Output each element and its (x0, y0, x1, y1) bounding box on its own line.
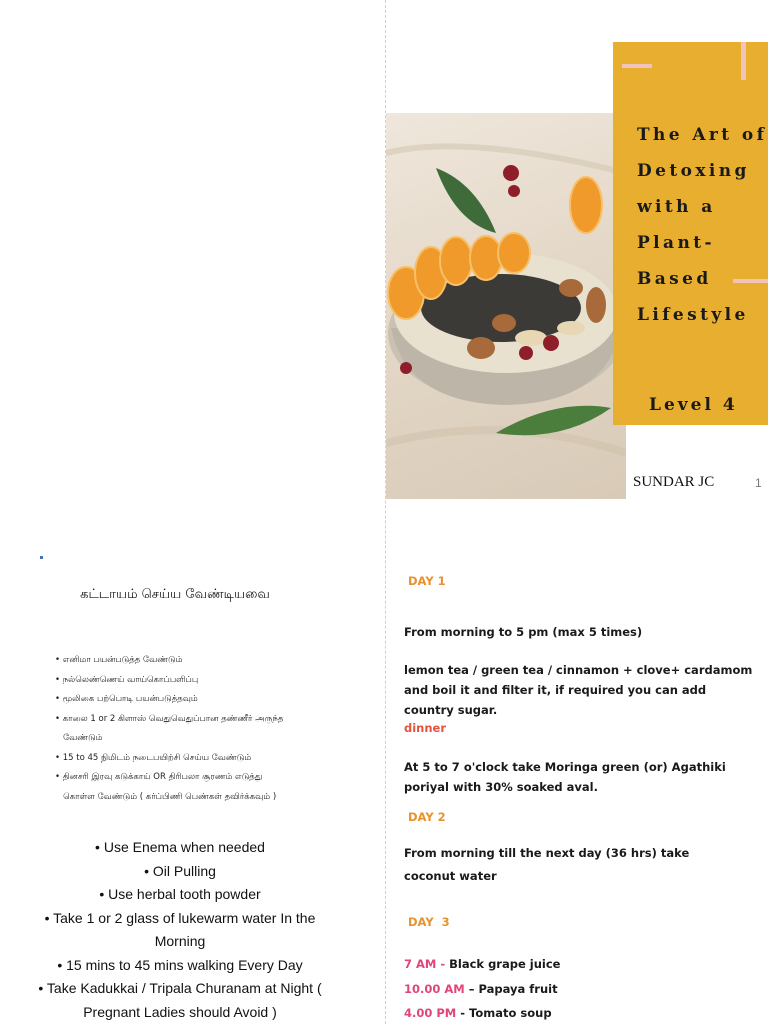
tamil-list-item: கொள்ள வேண்டும் ( கர்ப்பிணி பெண்கள் தவிர்க்கவும் ) (55, 791, 277, 802)
cover-title-line: Lifestyle (637, 305, 749, 325)
cover-title-line: with a (637, 197, 716, 217)
cover-title-line: Detoxing (637, 161, 750, 181)
schedule-time: 7 AM (404, 957, 437, 971)
english-list-item: • Take 1 or 2 glass of lukewarm water In the Morning (44, 909, 316, 949)
tamil-list-item: • மூலிகை பற்பொடி பயன்படுத்தவும் (55, 694, 198, 704)
day1-label: DAY 1 (408, 574, 446, 588)
cover-photo (386, 113, 626, 499)
dinner-label: dinner (404, 721, 447, 735)
page-mark (40, 556, 43, 559)
cover-title (637, 117, 768, 333)
day1-line1: From morning to 5 pm (max 5 times) (404, 625, 643, 639)
author-name: SUNDAR JC (633, 474, 715, 490)
schedule-food: Black grape juice (449, 957, 561, 971)
tamil-list-item: • எனிமா பயன்படுத்த வேண்டும் (55, 655, 183, 665)
accent-bar (741, 42, 746, 80)
day3-schedule (404, 952, 754, 1026)
tamil-heading: கட்டாயம் செய்ய வேண்டியவை (80, 587, 270, 602)
cover-title-line: The Art of (637, 125, 768, 145)
tamil-list-item: • 15 to 45 நிமிடம் நடைபயிற்சி செய்ய வேண்டும் (55, 752, 252, 763)
schedule-separator: - (456, 1006, 470, 1020)
tamil-list-item: • காலை 1 or 2 கிளாஸ் வெதுவெதுப்பான தண்ணீர் அருந்த (55, 713, 284, 724)
page-number: 1 (755, 476, 762, 490)
tamil-list-item: • நல்லெண்ணெய் வாய்கொப்பளிப்பு (55, 674, 199, 685)
schedule-time: 10.00 AM (404, 981, 465, 996)
english-list-item: • Use Enema when needed (95, 839, 265, 855)
tamil-list-item: • தினசரி இரவு கடுக்காய் OR திரிபலா சூரணம் எடுத்து (55, 772, 263, 782)
schedule-item (404, 952, 754, 977)
english-list-item: • Oil Pulling (144, 862, 216, 879)
schedule-separator: – (464, 981, 479, 996)
day3-label: DAY 3 (408, 915, 450, 929)
cover-title-line: Based (637, 269, 712, 289)
day2-text: From morning till the next day (36 hrs) take coconut water (404, 846, 690, 883)
schedule-item (404, 1001, 754, 1026)
dinner-text: At 5 to 7 o'clock take Moringa green (or) Agathiki poriyal with 30% soaked aval. (404, 760, 726, 794)
tamil-list (55, 651, 355, 807)
cover-level: Level 4 (649, 395, 738, 415)
day2-label: DAY 2 (408, 810, 446, 824)
english-list (20, 836, 340, 1024)
schedule-item (404, 977, 754, 1002)
day1-line2: lemon tea / green tea / cinnamon + clove+ cardamom and boil it and filter it, if required you can add country sugar. (404, 663, 753, 717)
tamil-list-item: வேண்டும் (55, 733, 103, 743)
schedule-food: Tomato soup (469, 1006, 552, 1020)
english-list-item: • Use herbal tooth powder (99, 886, 261, 902)
cover-title-line: Plant- (637, 233, 715, 253)
schedule-separator: - (436, 957, 450, 971)
english-list-item: • Take Kadukkai / Tripala Churanam at Night ( Pregnant Ladies should Avoid ) (38, 980, 322, 1020)
schedule-food: Papaya fruit (478, 981, 558, 996)
schedule-time: 4.00 PM (404, 1006, 457, 1020)
accent-bar (622, 64, 652, 68)
english-list-item: • 15 mins to 45 mins walking Every Day (57, 956, 303, 973)
